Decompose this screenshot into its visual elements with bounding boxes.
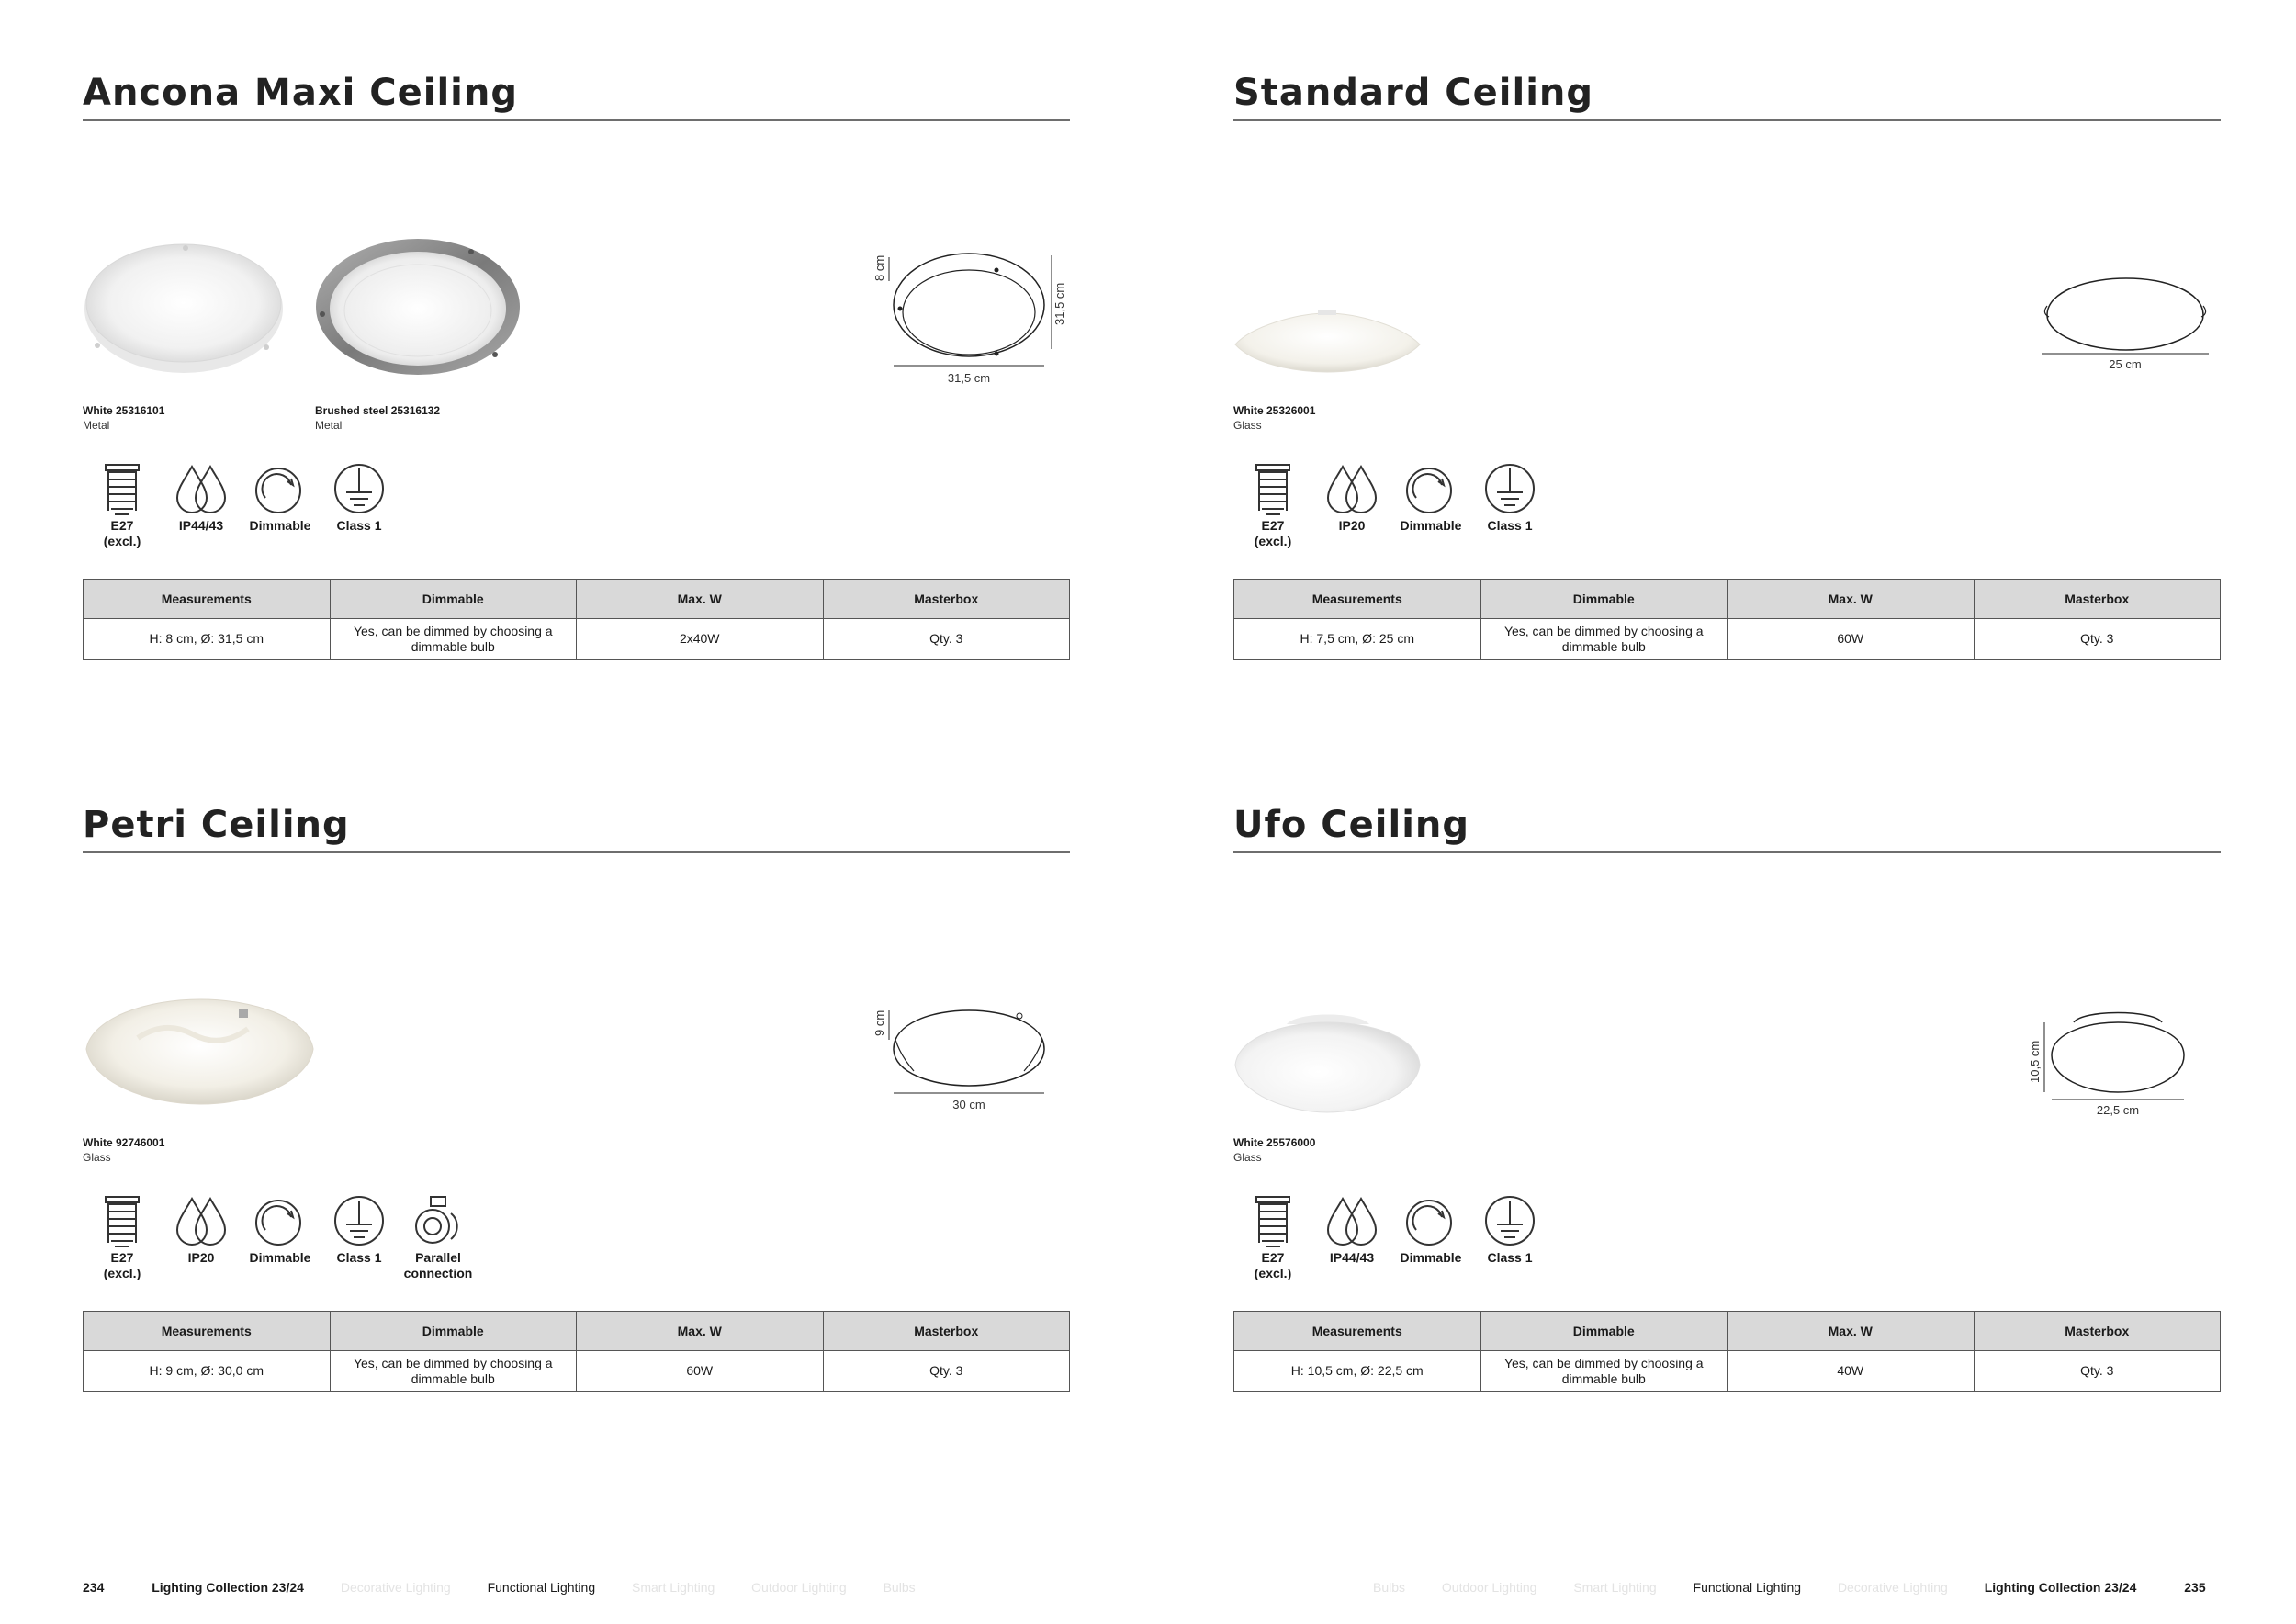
table-header: Max. W	[1728, 1312, 1975, 1351]
table-cell: Yes, can be dimmed by choosing a dimmable bulb	[330, 1351, 577, 1392]
feature-dimmable	[1391, 1193, 1470, 1281]
footer-nav-outdoor[interactable]: Outdoor Lighting	[1441, 1580, 1537, 1595]
feature-dimmable	[1391, 461, 1470, 549]
feature-label: IP20	[1338, 518, 1366, 533]
title-divider	[1233, 119, 2221, 121]
feature-icons	[1233, 461, 1549, 549]
footer-left	[83, 1580, 916, 1595]
feature-e27	[1233, 461, 1312, 549]
table-header: Measurements	[1234, 580, 1481, 619]
variant-white	[1233, 403, 1315, 433]
dimension-height-label: 9 cm	[872, 1009, 886, 1036]
dimension-height-label: 8 cm	[872, 254, 886, 281]
feature-label: Dimmable	[1400, 1250, 1462, 1265]
dimension-drawing	[2019, 997, 2221, 1116]
table-cell: Yes, can be dimmed by choosing a dimmable bulb	[1480, 619, 1728, 660]
spec-table	[1233, 1311, 2221, 1392]
footer-nav-decorative[interactable]: Decorative Lighting	[340, 1580, 451, 1595]
spec-table	[1233, 579, 2221, 660]
footer-nav-decorative[interactable]: Decorative Lighting	[1837, 1580, 1948, 1595]
product-section-ancona	[83, 72, 1070, 733]
feature-label: IP44/43	[178, 518, 224, 533]
feature-icons	[1233, 1193, 1549, 1281]
feature-label: Dimmable	[1400, 518, 1462, 533]
table-cell: 60W	[577, 1351, 824, 1392]
table-header: Max. W	[577, 580, 824, 619]
variant-material: Glass	[83, 1151, 111, 1164]
dimmable-icon	[253, 1193, 308, 1248]
footer-nav-smart[interactable]: Smart Lighting	[632, 1580, 715, 1595]
table-cell: H: 10,5 cm, Ø: 22,5 cm	[1234, 1351, 1481, 1392]
feature-label: IP20	[187, 1250, 215, 1265]
table-header: Dimmable	[330, 580, 577, 619]
product-title: Petri Ceiling	[83, 804, 350, 846]
table-cell: H: 8 cm, Ø: 31,5 cm	[84, 619, 331, 660]
variant-material: Glass	[1233, 419, 1262, 432]
table-header: Measurements	[1234, 1312, 1481, 1351]
table-row	[84, 1351, 1070, 1392]
table-cell: 2x40W	[577, 619, 824, 660]
parallel-connection-icon	[411, 1193, 466, 1248]
feature-label: Class 1	[336, 518, 382, 533]
product-photo-white	[83, 992, 317, 1111]
spec-table	[83, 1311, 1070, 1392]
footer-nav-bulbs[interactable]: Bulbs	[883, 1580, 916, 1595]
e27-bulb-icon	[95, 1193, 150, 1248]
product-title: Ufo Ceiling	[1233, 804, 1470, 846]
variant-name: White 25326001	[1233, 404, 1316, 417]
table-header: Dimmable	[1480, 580, 1728, 619]
table-header-row	[84, 1312, 1070, 1351]
title-divider	[83, 851, 1070, 853]
table-header: Dimmable	[330, 1312, 577, 1351]
feature-e27	[83, 461, 162, 549]
table-cell: Qty. 3	[823, 1351, 1070, 1392]
feature-dimmable	[241, 461, 320, 549]
feature-ip	[162, 1193, 241, 1281]
feature-e27	[83, 1193, 162, 1281]
product-photo-white	[83, 237, 285, 375]
table-cell: Qty. 3	[1974, 619, 2221, 660]
dimension-height-label: 10,5 cm	[2028, 1040, 2042, 1083]
dimmable-icon	[1403, 461, 1458, 516]
feature-parallel-connection	[399, 1193, 478, 1281]
table-row	[1234, 619, 2221, 660]
dimension-drawing	[868, 1001, 1070, 1111]
feature-e27	[1233, 1193, 1312, 1281]
feature-class1	[1470, 461, 1549, 549]
feature-class1	[320, 461, 399, 549]
ip-drops-icon	[174, 1193, 229, 1248]
product-section-standard	[1233, 72, 2221, 733]
page-number: 234	[83, 1580, 105, 1595]
table-header: Masterbox	[823, 1312, 1070, 1351]
ip-drops-icon	[1324, 461, 1379, 516]
table-cell: 60W	[1728, 619, 1975, 660]
table-cell: Qty. 3	[1974, 1351, 2221, 1392]
class1-earth-icon	[332, 1193, 387, 1248]
variant-name: White 25316101	[83, 404, 165, 417]
feature-class1	[320, 1193, 399, 1281]
variant-name: White 25576000	[1233, 1136, 1316, 1149]
feature-label: E27 (excl.)	[1254, 518, 1292, 548]
ip-drops-icon	[1324, 1193, 1379, 1248]
feature-label: Parallel connection	[403, 1250, 473, 1280]
variant-white	[83, 1135, 164, 1165]
product-section-ufo	[1233, 804, 2221, 1465]
feature-label: Dimmable	[249, 518, 311, 533]
dimension-drawing	[2032, 269, 2216, 370]
table-header-row	[1234, 1312, 2221, 1351]
feature-label: Class 1	[1487, 518, 1533, 533]
class1-earth-icon	[332, 461, 387, 516]
feature-ip	[1312, 1193, 1391, 1281]
product-title: Standard Ceiling	[1233, 72, 1594, 114]
variant-material: Glass	[1233, 1151, 1262, 1164]
feature-ip	[1312, 461, 1391, 549]
footer-nav-bulbs[interactable]: Bulbs	[1373, 1580, 1406, 1595]
table-cell: H: 9 cm, Ø: 30,0 cm	[84, 1351, 331, 1392]
product-title: Ancona Maxi Ceiling	[83, 72, 518, 114]
dimension-width-label: 25 cm	[2109, 357, 2142, 370]
table-cell: H: 7,5 cm, Ø: 25 cm	[1234, 619, 1481, 660]
title-divider	[1233, 851, 2221, 853]
footer-nav-smart[interactable]: Smart Lighting	[1573, 1580, 1657, 1595]
product-section-petri	[83, 804, 1070, 1465]
table-header: Measurements	[84, 580, 331, 619]
table-row	[1234, 1351, 2221, 1392]
table-cell: 40W	[1728, 1351, 1975, 1392]
footer-nav-functional[interactable]: Functional Lighting	[1693, 1580, 1802, 1595]
footer-nav-functional[interactable]: Functional Lighting	[487, 1580, 596, 1595]
class1-earth-icon	[1482, 1193, 1537, 1248]
product-photo-white	[1233, 1006, 1422, 1114]
variant-name: Brushed steel 25316132	[315, 404, 441, 417]
feature-ip	[162, 461, 241, 549]
spec-table	[83, 579, 1070, 660]
feature-label: E27 (excl.)	[103, 1250, 141, 1280]
feature-label: Class 1	[336, 1250, 382, 1265]
variant-white	[1233, 1135, 1315, 1165]
class1-earth-icon	[1482, 461, 1537, 516]
feature-class1	[1470, 1193, 1549, 1281]
table-header: Max. W	[577, 1312, 824, 1351]
variant-material: Metal	[315, 419, 343, 432]
dimension-width-label: 22,5 cm	[2096, 1103, 2140, 1116]
feature-dimmable	[241, 1193, 320, 1281]
table-header: Masterbox	[1974, 1312, 2221, 1351]
dimmable-icon	[1403, 1193, 1458, 1248]
footer-nav-outdoor[interactable]: Outdoor Lighting	[751, 1580, 847, 1595]
collection-title: Lighting Collection 23/24	[1984, 1580, 2137, 1595]
table-header-row	[1234, 580, 2221, 619]
variant-white	[83, 403, 164, 433]
feature-icons	[83, 461, 399, 549]
table-cell: Yes, can be dimmed by choosing a dimmable bulb	[330, 619, 577, 660]
table-row	[84, 619, 1070, 660]
table-header-row	[84, 580, 1070, 619]
feature-label: Dimmable	[249, 1250, 311, 1265]
title-divider	[83, 119, 1070, 121]
table-cell: Qty. 3	[823, 619, 1070, 660]
variant-name: White 92746001	[83, 1136, 165, 1149]
table-header: Max. W	[1728, 580, 1975, 619]
feature-icons	[83, 1193, 478, 1281]
table-header: Dimmable	[1480, 1312, 1728, 1351]
feature-label: IP44/43	[1329, 1250, 1375, 1265]
e27-bulb-icon	[95, 461, 150, 516]
e27-bulb-icon	[1245, 461, 1300, 516]
feature-label: E27 (excl.)	[103, 518, 141, 548]
feature-label: E27 (excl.)	[1254, 1250, 1292, 1280]
feature-label: Class 1	[1487, 1250, 1533, 1265]
page-number: 235	[2184, 1580, 2206, 1595]
table-cell: Yes, can be dimmed by choosing a dimmable bulb	[1480, 1351, 1728, 1392]
dimension-depth-label: 31,5 cm	[1052, 282, 1066, 325]
product-photo-white	[1233, 306, 1422, 375]
collection-title: Lighting Collection 23/24	[152, 1580, 304, 1595]
dimension-width-label: 31,5 cm	[947, 371, 991, 385]
ip-drops-icon	[174, 461, 229, 516]
e27-bulb-icon	[1245, 1193, 1300, 1248]
dimension-drawing	[868, 248, 1070, 386]
dimension-width-label: 30 cm	[952, 1098, 985, 1111]
variant-brushed-steel	[315, 403, 440, 433]
dimmable-icon	[253, 461, 308, 516]
variant-material: Metal	[83, 419, 110, 432]
table-header: Masterbox	[823, 580, 1070, 619]
footer-right	[1373, 1580, 2206, 1595]
table-header: Measurements	[84, 1312, 331, 1351]
product-photo-brushed-steel	[315, 235, 522, 378]
table-header: Masterbox	[1974, 580, 2221, 619]
